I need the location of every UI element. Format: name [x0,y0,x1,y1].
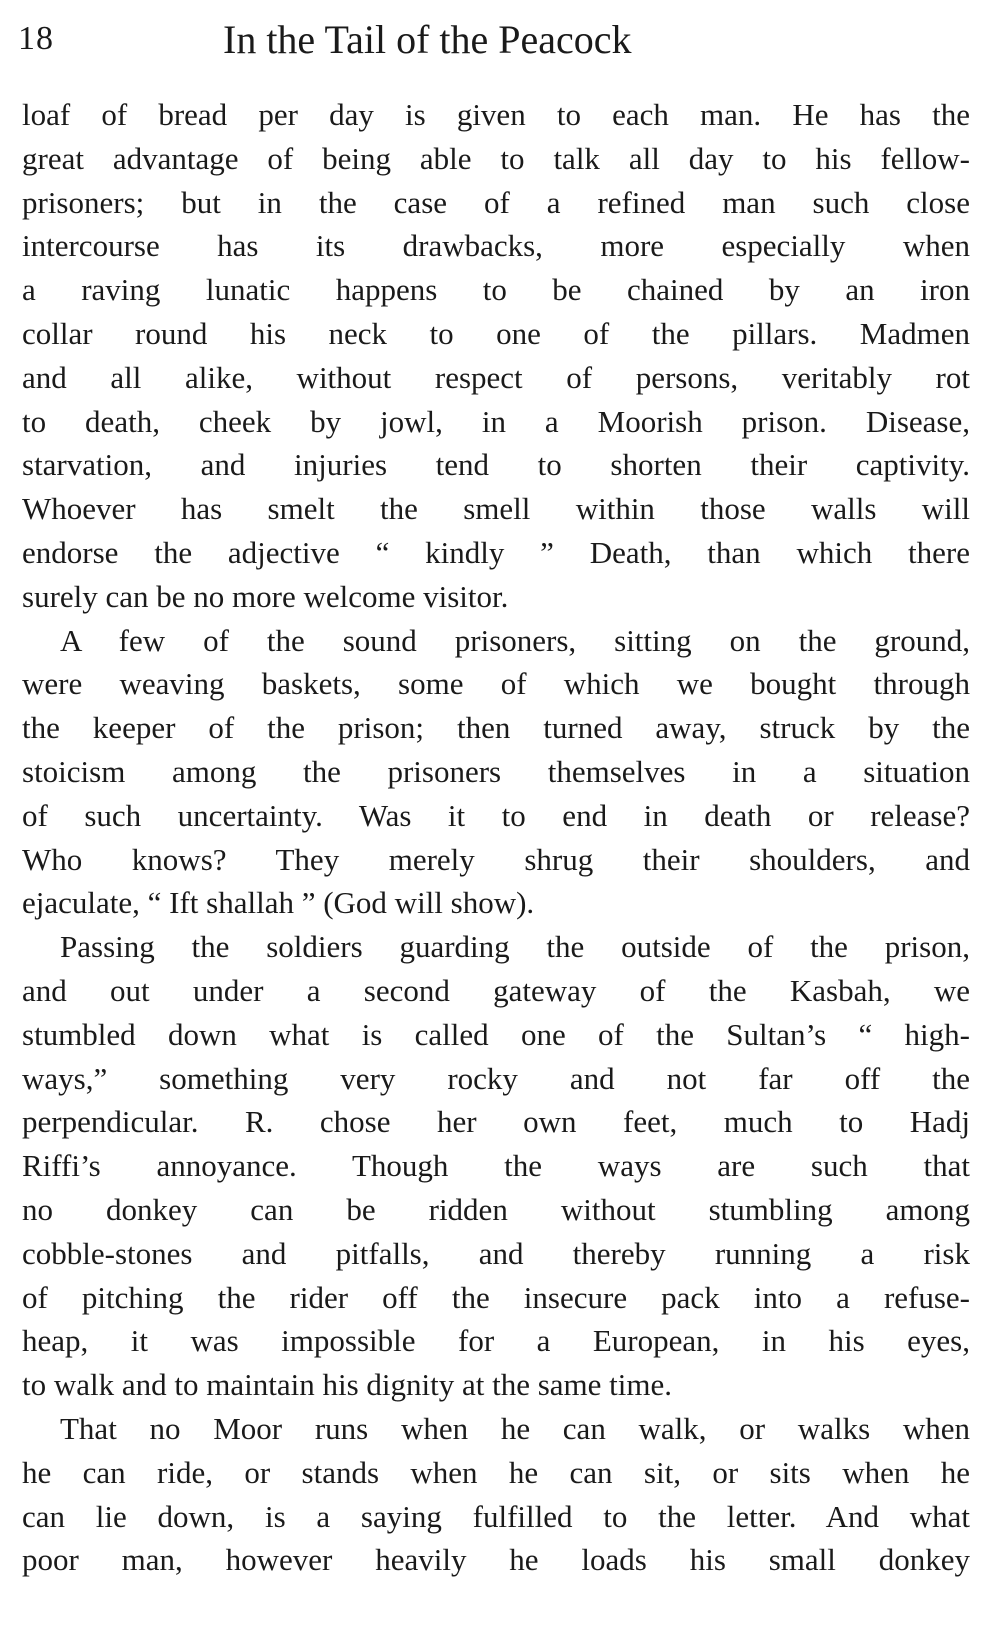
text-line: collar round his neck to one of the pillars. Madmen [22,315,970,351]
text-line: Who knows? They merely shrug their shoulders, and [22,841,970,877]
text-line: and all alike, without respect of persons, veritably rot [22,359,970,395]
text-line: prisoners; but in the case of a refined man such close [22,184,970,220]
text-line: no donkey can be ridden without stumbling among [22,1191,970,1227]
text-line: stumbled down what is called one of the Sultan’s “ high- [22,1016,970,1052]
text-line: cobble-stones and pitfalls, and thereby running a risk [22,1235,970,1271]
body-text [22,93,970,1582]
text-line: the keeper of the prison; then turned away, struck by the [22,710,970,746]
text-line: were weaving baskets, some of which we bought through [22,666,970,702]
text-line: Passing the soldiers guarding the outside of the prison, [60,929,970,965]
paragraph [22,93,970,619]
text-line: Whoever has smelt the smell within those walls will [22,491,970,527]
text-line: That no Moor runs when he can walk, or walks when [60,1410,970,1446]
page-number: 18 [18,20,54,57]
text-line: of pitching the rider off the insecure pack into a refuse- [22,1279,970,1315]
text-line: to death, cheek by jowl, in a Moorish prison. Disease, [22,403,970,439]
paragraph [22,925,970,1407]
text-line: intercourse has its drawbacks, more especially when [22,228,970,264]
text-line: surely can be no more welcome visitor. [22,578,509,614]
text-line: perpendicular. R. chose her own feet, much to Hadj [22,1104,970,1140]
text-line: to walk and to maintain his dignity at the same time. [22,1367,673,1403]
page-header [18,12,980,72]
text-line: a raving lunatic happens to be chained by an iron [22,272,970,308]
text-line: ways,” something very rocky and not far off the [22,1060,970,1096]
text-line: he can ride, or stands when he can sit, or sits when he [22,1454,970,1490]
text-line: and out under a second gateway of the Kasbah, we [22,972,970,1008]
text-line: Riffi’s annoyance. Though the ways are such that [22,1148,970,1184]
text-line: great advantage of being able to talk all day to his fellow- [22,140,970,176]
paragraph [22,1407,970,1582]
text-line: A few of the sound prisoners, sitting on the ground, [60,622,970,658]
text-line: poor man, however heavily he loads his small donkey [22,1542,970,1578]
text-line: endorse the adjective “ kindly ” Death, than which there [22,534,970,570]
text-line: ejaculate, “ Ift shallah ” (God will show). [22,885,535,921]
text-line: of such uncertainty. Was it to end in death or release? [22,797,970,833]
running-title: In the Tail of the Peacock [223,17,632,62]
text-line: heap, it was impossible for a European, in his eyes, [22,1323,970,1359]
paragraph [22,619,970,926]
text-line: stoicism among the prisoners themselves in a situation [22,753,970,789]
text-line: starvation, and injuries tend to shorten their captivity. [22,447,970,483]
text-line: can lie down, is a saying fulfilled to the letter. And what [22,1498,970,1534]
text-line: loaf of bread per day is given to each man. He has the [22,97,970,132]
